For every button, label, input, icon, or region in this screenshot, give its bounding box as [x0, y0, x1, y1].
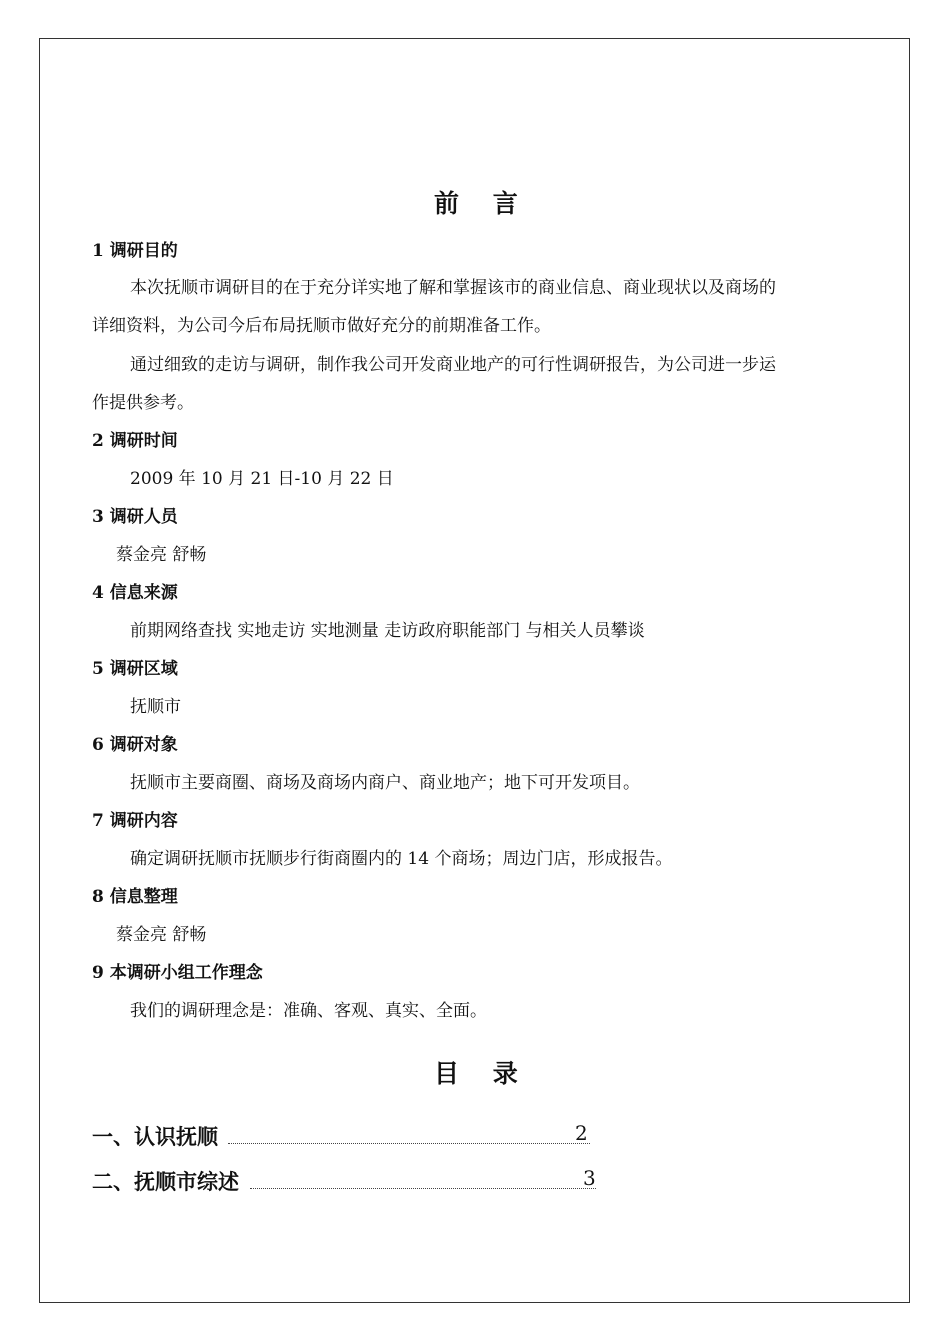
toc-entry-page: 2 [575, 1121, 588, 1145]
preface-title: 前 言 [434, 189, 518, 218]
section-heading-purpose: 1 调研目的 [92, 241, 178, 261]
toc-entry[interactable] [92, 1166, 602, 1196]
research-subjects-text: 抚顺市主要商圈、商场及商场内商户、商业地产；地下可开发项目。 [130, 773, 640, 793]
toc-entry-label: 一、认识抚顺 [92, 1124, 218, 1149]
section-heading-time: 2 调研时间 [92, 431, 178, 451]
research-area-text: 抚顺市 [130, 697, 181, 717]
section-heading-subjects: 6 调研对象 [92, 735, 178, 755]
section-heading-organization: 8 信息整理 [92, 887, 178, 907]
section-heading-area: 5 调研区域 [92, 659, 178, 679]
section-heading-personnel: 3 调研人员 [92, 507, 178, 527]
section-heading-philosophy: 9 本调研小组工作理念 [92, 963, 263, 983]
purpose-paragraph-2-line-1: 通过细致的走访与调研，制作我公司开发商业地产的可行性调研报告，为公司进一步运 [130, 355, 776, 375]
toc-leader-dots [250, 1188, 596, 1189]
purpose-paragraph-1-line-1: 本次抚顺市调研目的在于充分详实地了解和掌握该市的商业信息、商业现状以及商场的 [130, 278, 776, 298]
section-heading-content: 7 调研内容 [92, 811, 178, 831]
information-sources-text: 前期网络查找 实地走访 实地测量 走访政府职能部门 与相关人员攀谈 [130, 621, 645, 641]
purpose-paragraph-1-line-2: 详细资料，为公司今后布局抚顺市做好充分的前期准备工作。 [92, 316, 551, 336]
purpose-paragraph-2-line-2: 作提供参考。 [92, 393, 194, 413]
research-content-text: 确定调研抚顺市抚顺步行街商圈内的 14 个商场；周边门店，形成报告。 [130, 849, 673, 869]
work-philosophy-text: 我们的调研理念是：准确、客观、真实、全面。 [130, 1001, 487, 1021]
toc-leader-dots [228, 1143, 590, 1144]
information-organization-text: 蔡金亮 舒畅 [116, 925, 207, 945]
research-time-text: 2009 年 10 月 21 日-10 月 22 日 [130, 469, 394, 489]
section-heading-sources: 4 信息来源 [92, 583, 178, 603]
toc-entry-label: 二、抚顺市综述 [92, 1169, 239, 1194]
toc-entry-page: 3 [583, 1166, 596, 1190]
toc-title: 目 录 [434, 1059, 518, 1088]
research-personnel-text: 蔡金亮 舒畅 [116, 545, 207, 565]
toc-entry[interactable] [92, 1121, 592, 1151]
